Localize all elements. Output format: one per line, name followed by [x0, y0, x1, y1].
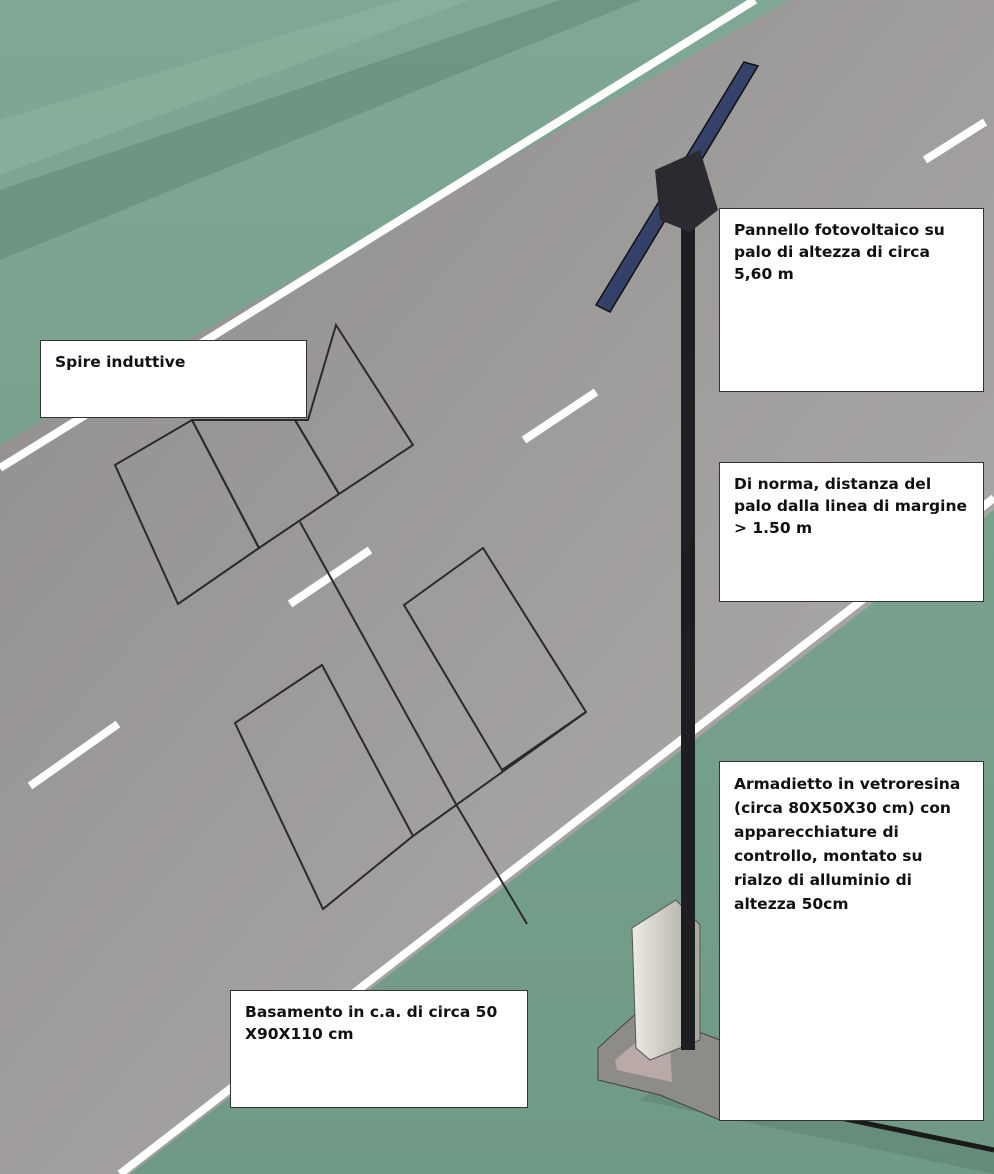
- callout-line: Spire induttive: [55, 353, 186, 371]
- callout-line: apparecchiature di: [734, 823, 899, 841]
- callout-base: [230, 990, 528, 1108]
- callout-line: (circa 80X50X30 cm) con: [734, 799, 951, 817]
- callout-solar-panel: [719, 208, 984, 392]
- callout-line: altezza 50cm: [734, 895, 849, 913]
- callout-line: palo dalla linea di margine: [734, 497, 967, 515]
- callout-line: > 1.50 m: [734, 519, 813, 537]
- callout-line: Pannello fotovoltaico su: [734, 221, 945, 239]
- pole: [681, 220, 695, 1050]
- callout-line: Basamento in c.a. di circa 50: [245, 1003, 498, 1021]
- callout-line: 5,60 m: [734, 265, 794, 283]
- callout-line: X90X110 cm: [245, 1025, 354, 1043]
- callout-cabinet: [719, 761, 984, 1121]
- callout-line: rialzo di alluminio di: [734, 871, 912, 889]
- callout-line: Di norma, distanza del: [734, 475, 932, 493]
- callout-line: palo di altezza di circa: [734, 243, 930, 261]
- callout-pole-distance: [719, 462, 984, 602]
- callout-line: Armadietto in vetroresina: [734, 775, 961, 793]
- callout-inductive-loops: [40, 340, 307, 418]
- callout-line: controllo, montato su: [734, 847, 923, 865]
